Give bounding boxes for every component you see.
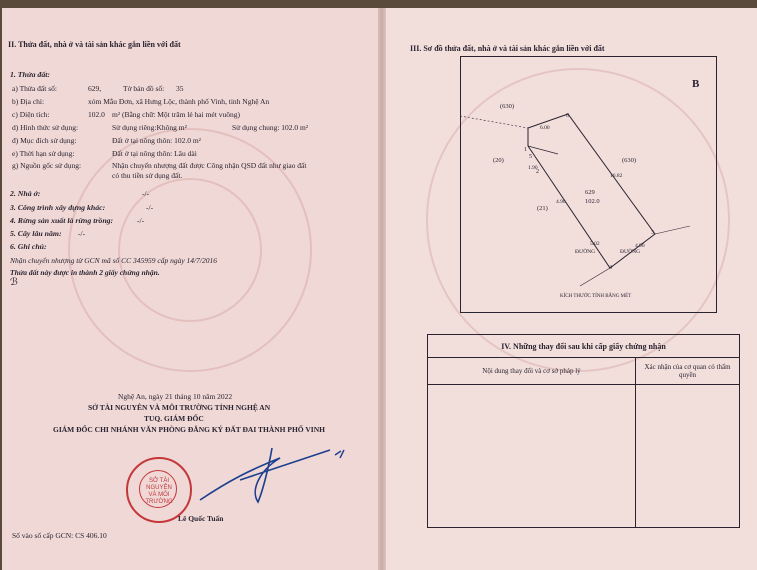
- changes-header-row: [428, 358, 740, 385]
- section-ii-title: II. Thửa đất, nhà ở và tài sản khác gắn liền với đất: [8, 40, 181, 49]
- area-value: 102.0: [88, 110, 105, 119]
- sign-date: Nghệ An, ngày 21 tháng 10 năm 2022: [118, 392, 233, 401]
- parcel-number-label: a) Thửa đất số:: [12, 84, 57, 93]
- usage-purpose-value: Đất ở tại nông thôn: 102.0 m²: [112, 136, 201, 145]
- org-line-3: GIÁM ĐỐC CHI NHÁNH VĂN PHÒNG ĐĂNG KÝ ĐẤT ĐAI THÀNH PHỐ VINH: [53, 425, 325, 434]
- map-label-20: (20): [493, 157, 504, 164]
- map-label-21: (21): [537, 205, 548, 212]
- usage-term-value: Đất ở tại nông thôn: Lâu dài: [112, 149, 197, 158]
- corner-3: 3: [651, 230, 654, 236]
- changes-title: IV. Những thay đổi sau khi cấp giấy chứng nhận: [428, 335, 740, 358]
- changes-table: [427, 334, 740, 528]
- item-note-label: 6. Ghi chú:: [10, 242, 47, 251]
- usage-term-label: e) Thời hạn sử dụng:: [12, 149, 75, 158]
- corner-1: 1: [524, 147, 527, 153]
- map-sheet-value: 35: [176, 84, 184, 93]
- corner-6: 6: [566, 113, 569, 119]
- map-label-road-1: ĐƯỜNG: [575, 249, 596, 255]
- corner-4: 4: [609, 265, 612, 271]
- item-forest-label: 4. Rừng sản xuất là rừng trồng:: [10, 216, 114, 225]
- seal-text: SỞ TÀI NGUYÊN VÀ MÔI TRƯỜNG: [145, 478, 173, 505]
- map-label-road-2: ĐƯỜNG: [620, 249, 641, 255]
- item-trees-label: 5. Cây lâu năm:: [10, 229, 62, 238]
- edge-length-3: 16.82: [610, 173, 623, 179]
- note-copies: Thửa đất này được in thành 2 giấy chứng nhận.: [10, 268, 160, 277]
- changes-confirmation-cell: [636, 385, 740, 528]
- parcel-heading: 1. Thửa đất:: [10, 70, 50, 79]
- usage-form-private: Sử dụng riêng:Không m²: [112, 123, 187, 132]
- north-arrow-icon: B: [692, 78, 700, 90]
- note-transfer: Nhận chuyển nhượng từ GCN mã số CC 345959 cấp ngày 14/7/2016: [10, 256, 217, 265]
- usage-form-shared: Sử dụng chung: 102.0 m²: [232, 123, 309, 132]
- edge-length-2: 1.90: [528, 165, 538, 171]
- section-iii-title: III. Sơ đồ thửa đất, nhà ở và tài sản khác gắn liền với đất: [410, 44, 605, 53]
- map-label-parcel: 629: [585, 189, 595, 196]
- parcel-map-drawing: [460, 56, 715, 311]
- map-label-630-top: (630): [500, 103, 515, 110]
- corner-2: 2: [536, 169, 539, 175]
- edge-length-4: 4.90: [635, 243, 645, 249]
- address-label: b) Địa chỉ:: [12, 97, 45, 106]
- parcel-number-value: 629,: [88, 84, 102, 93]
- changes-content-cell: [428, 385, 636, 528]
- area-unit: m² (Bằng chữ: Một trăm lẻ hai mét vuông): [112, 110, 240, 119]
- edge-length-6: 5.02: [590, 241, 600, 247]
- changes-col-confirmation: Xác nhận của cơ quan có thẩm quyền: [636, 358, 740, 385]
- org-line-1: SỞ TÀI NGUYÊN VÀ MÔI TRƯỜNG TỈNH NGHỆ AN: [88, 403, 271, 412]
- area-label: c) Diện tích:: [12, 110, 50, 119]
- item-trees-value: -/-: [78, 229, 86, 238]
- map-label-area: 102.0: [585, 198, 600, 205]
- map-label-630-right: (630): [622, 157, 637, 164]
- item-house-label: 2. Nhà ở:: [10, 189, 41, 198]
- register-number: Số vào sổ cấp GCN: CS 406.10: [12, 531, 107, 540]
- address-value: xóm Mẫu Đơn, xã Hưng Lộc, thành phố Vinh, tỉnh Nghệ An: [88, 97, 270, 106]
- usage-origin-value-2: có thu tiền sử dụng đất.: [112, 171, 183, 180]
- changes-empty-row: [428, 385, 740, 528]
- usage-origin-label: g) Nguồn gốc sử dụng:: [12, 161, 82, 170]
- changes-title-row: [428, 335, 740, 358]
- note-mark: ℬ: [10, 277, 18, 288]
- item-construction-value: -/-: [146, 203, 154, 212]
- corner-5: 5: [529, 154, 532, 160]
- signer-name: Lê Quốc Tuấn: [178, 514, 224, 523]
- usage-purpose-label: đ) Mục đích sử dụng:: [12, 136, 77, 145]
- map-sheet-label: Tờ bản đồ số:: [123, 84, 165, 93]
- drum-watermark-inner: [118, 178, 262, 322]
- edge-length-1: 6.00: [540, 125, 550, 131]
- org-line-2: TUQ. GIÁM ĐỐC: [144, 414, 204, 423]
- usage-origin-value-1: Nhận chuyển nhượng đất được Công nhận QSD đất như giao đất: [112, 161, 307, 170]
- item-construction-label: 3. Công trình xây dựng khác:: [10, 203, 106, 212]
- item-forest-value: -/-: [137, 216, 145, 225]
- signature-icon: [190, 440, 370, 520]
- page-fold: [378, 8, 386, 570]
- map-scale-note: KÍCH THƯỚC TÍNH BẰNG MÉT: [560, 294, 632, 299]
- usage-form-label: d) Hình thức sử dụng:: [12, 123, 79, 132]
- changes-col-content: Nội dung thay đổi và cơ sở pháp lý: [428, 358, 636, 385]
- item-house-value: -/-: [142, 189, 150, 198]
- edge-length-5: 4.90: [556, 199, 566, 205]
